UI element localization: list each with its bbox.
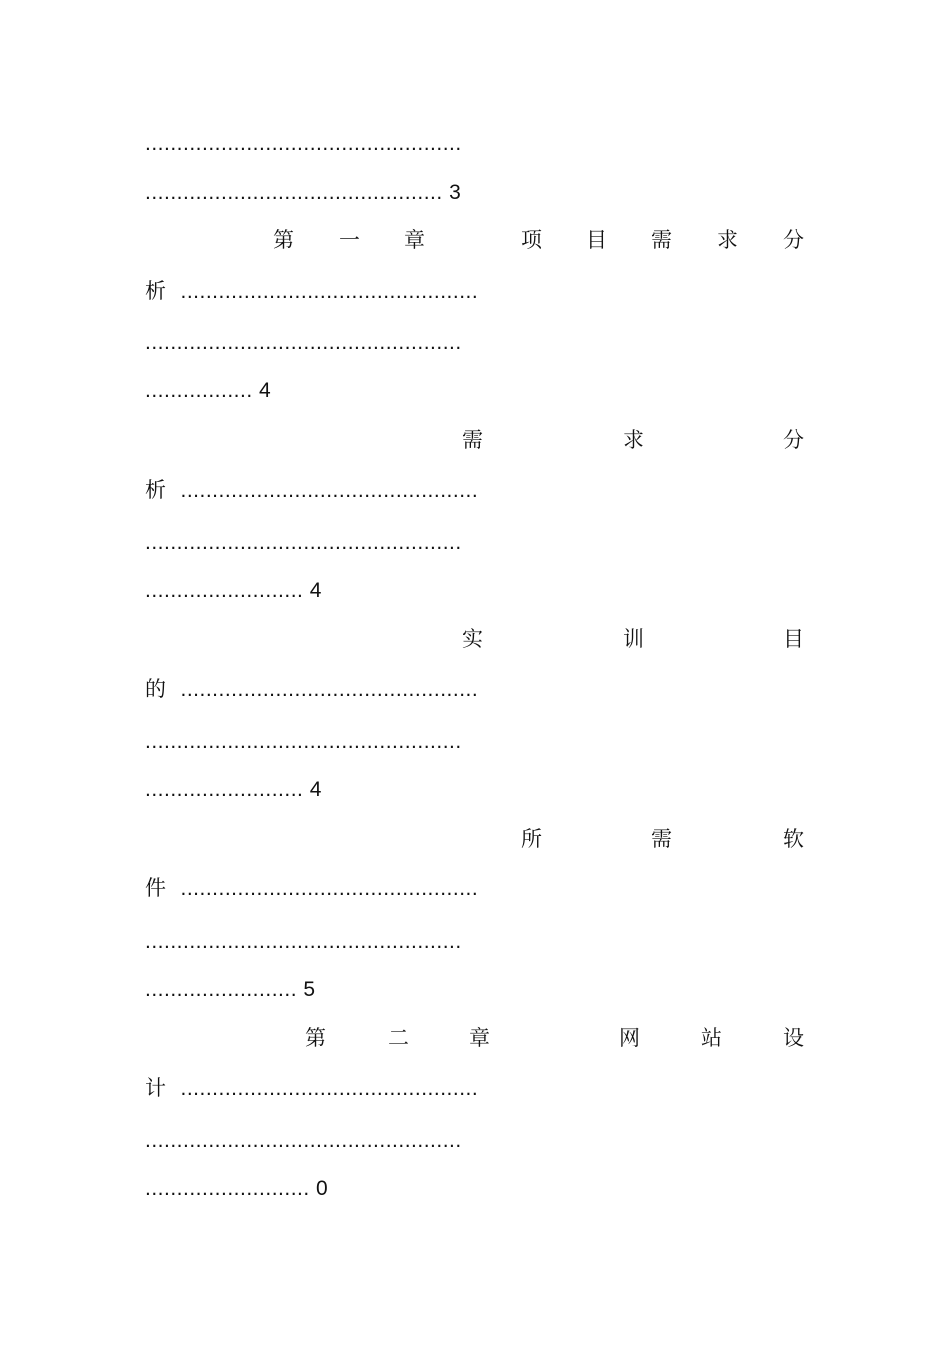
toc-title-char: 章 — [469, 1027, 490, 1050]
toc-entry-chapter-1-tail — [145, 280, 478, 304]
toc-leader-dots: .......................... — [145, 1177, 310, 1200]
toc-leader-dots: ............................................... — [180, 877, 479, 900]
toc-title-char: 析 — [145, 280, 167, 303]
toc-leader-dots: ............................................... — [145, 181, 443, 204]
toc-title-char: 分 — [783, 429, 804, 452]
toc-leader-line — [145, 331, 462, 355]
toc-leader-dots: .................................................. — [145, 1129, 462, 1152]
toc-leader-dots: ............................................... — [180, 1077, 479, 1100]
toc-title-char: 项 — [521, 229, 542, 252]
toc-entry-intro-page-line — [145, 181, 461, 205]
toc-leader-dots: .................................................. — [145, 132, 462, 155]
toc-page-number: 4 — [259, 379, 272, 402]
toc-title-char: 一 — [339, 229, 360, 252]
toc-title-char: 第 — [305, 1027, 326, 1050]
toc-entry-section-requirements-tail — [145, 479, 478, 503]
toc-title-char: 需 — [651, 828, 672, 851]
toc-title-char: 目 — [586, 229, 607, 252]
toc-entry-chapter-2-page-line — [145, 1177, 328, 1201]
toc-title-char: 实 — [462, 628, 483, 651]
toc-leader-line — [145, 930, 462, 954]
toc-title-char: 站 — [701, 1027, 722, 1050]
toc-leader-dots: ......................... — [145, 778, 304, 801]
toc-entry-section-software-page-line — [145, 978, 316, 1002]
toc-leader-dots: ................. — [145, 379, 253, 402]
toc-title-char: 求 — [623, 429, 644, 452]
toc-title-char: 软 — [783, 828, 804, 851]
toc-page-number: 0 — [316, 1177, 329, 1200]
toc-leader-line — [145, 730, 462, 754]
toc-title-char: 的 — [145, 678, 167, 701]
toc-leader-dots: .................................................. — [145, 331, 462, 354]
toc-entry-section-requirements-page-line — [145, 579, 322, 603]
toc-leader-dots: ........................ — [145, 978, 298, 1001]
toc-title-char: 网 — [619, 1027, 640, 1050]
toc-title-char: 需 — [651, 229, 672, 252]
toc-leader-dots: .................................................. — [145, 730, 462, 753]
toc-title-char: 设 — [783, 1027, 804, 1050]
toc-entry-chapter-1-page-line — [145, 379, 271, 403]
toc-title-char: 析 — [145, 479, 167, 502]
toc-page-number: 5 — [303, 978, 316, 1001]
toc-leader-dots: ............................................... — [180, 280, 479, 303]
toc-leader-dots: ............................................... — [180, 479, 479, 502]
toc-title-char: 第 — [273, 229, 294, 252]
toc-leader-dots: ............................................... — [180, 678, 479, 701]
toc-page-number: 4 — [309, 579, 322, 602]
toc-entry-section-software-tail — [145, 877, 478, 901]
toc-entry-chapter-2-tail — [145, 1077, 478, 1101]
toc-title-char: 二 — [388, 1027, 409, 1050]
toc-title-char: 所 — [521, 828, 542, 851]
toc-page-number: 4 — [309, 778, 322, 801]
toc-title-char: 章 — [404, 229, 425, 252]
toc-entry-section-training-goal-tail — [145, 678, 478, 702]
toc-leader-line — [145, 1129, 462, 1153]
toc-title-char: 计 — [145, 1077, 167, 1100]
toc-leader-dots: .................................................. — [145, 930, 462, 953]
toc-leader-dots: ......................... — [145, 579, 304, 602]
toc-title-char: 件 — [145, 877, 167, 900]
toc-leader-line — [145, 531, 462, 555]
toc-leader-dots: .................................................. — [145, 531, 462, 554]
toc-leader-line — [145, 132, 462, 156]
toc-title-char: 分 — [783, 229, 804, 252]
toc-page-number: 3 — [449, 181, 462, 204]
toc-title-char: 目 — [783, 628, 804, 651]
toc-title-char: 训 — [623, 628, 644, 651]
toc-title-char: 求 — [717, 229, 738, 252]
toc-entry-section-training-goal-page-line — [145, 778, 322, 802]
toc-title-char: 需 — [462, 429, 483, 452]
